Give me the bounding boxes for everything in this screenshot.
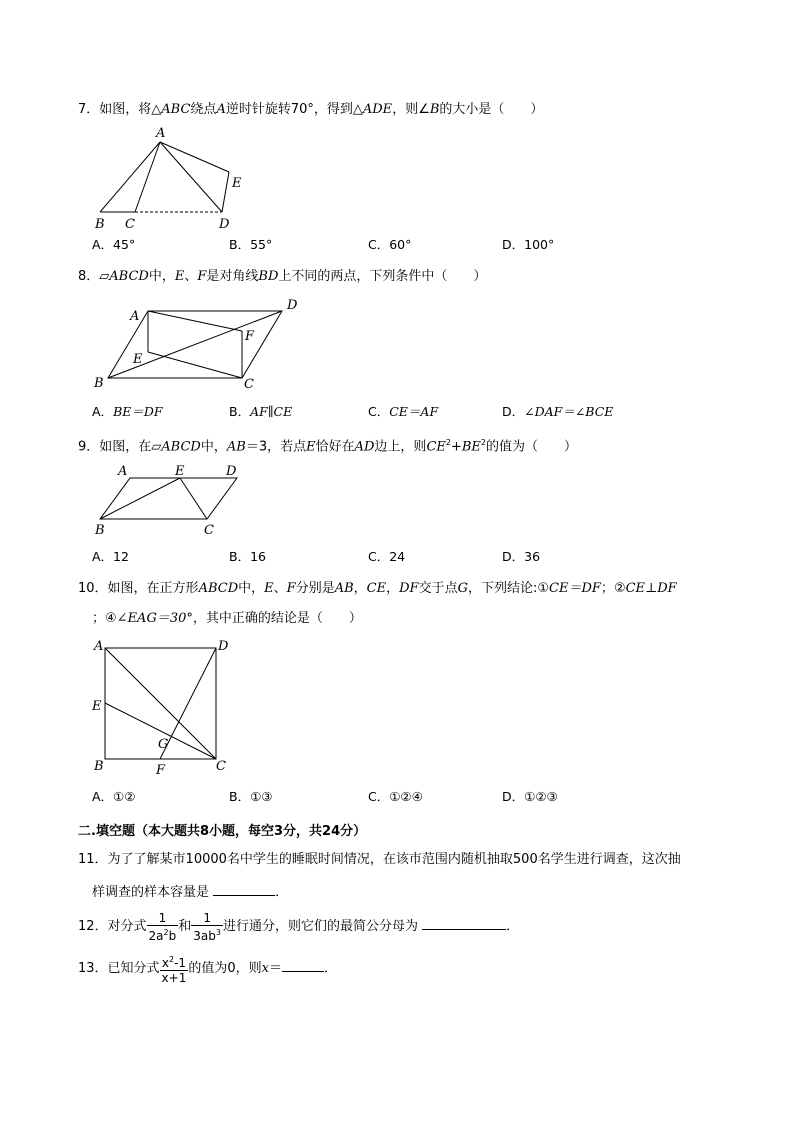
q8-label-a: A — [130, 309, 140, 324]
q10-label-d: D — [218, 639, 229, 654]
q7-option-b: B．55° — [229, 237, 273, 252]
q10-option-d: D．①②③ — [502, 789, 558, 804]
q12-line: 12．对分式 $\frac{1}{2a^2b}$ 和 $\frac{1}{3ab^3}$ 进行通分，则它们的最简公分母为 ． — [78, 910, 520, 943]
q10-label-g: G — [158, 737, 169, 752]
q7-label-a: A — [156, 126, 166, 141]
q10-label-a: A — [94, 639, 104, 654]
q9-option-b: B．16 — [229, 549, 266, 564]
q8-stem: 8．▱ABCD中，E、F是对角线BD上不同的两点，下列条件中（ ） — [78, 269, 487, 284]
q9-option-d: D．36 — [502, 549, 541, 564]
q8-option-b: B．AF∥CE — [229, 404, 293, 419]
q9-label-b: B — [95, 523, 105, 538]
q10-stem-line2: ；④∠EAG＝30°，其中正确的结论是（ ） — [92, 611, 362, 626]
q7-option-d: D．100° — [502, 237, 555, 252]
section-heading-fill-in: 二.填空题（本大题共8小题，每空3分，共24分） — [78, 824, 367, 839]
q9-label-c: C — [204, 523, 214, 538]
q10-option-c: C．①②④ — [368, 789, 423, 804]
q8-option-c: C．CE＝AF — [368, 404, 439, 419]
q11-line2: 样调查的样本容量是 ． — [92, 885, 289, 900]
q7-stem: 7．如图，将△ABC绕点A逆时针旋转70°，得到△ADE，则∠B的大小是（ ） — [78, 102, 544, 117]
q10-stem-line1: 10．如图，在正方形ABCD中，E、F分别是AB，CE，DF交于点G，下列结论:①CE＝DF；②CE⊥DF — [78, 581, 677, 596]
q7-label-c: C — [125, 217, 135, 232]
q9-option-c: C．24 — [368, 549, 406, 564]
q8-label-f: F — [245, 329, 255, 344]
q10-label-e: E — [92, 699, 102, 714]
q7-label-b: B — [95, 217, 105, 232]
q8-label-e: E — [133, 352, 143, 367]
q7-option-c: C．60° — [368, 237, 412, 252]
q8-label-b: B — [94, 376, 104, 391]
q8-label-c: C — [244, 377, 254, 392]
q7-label-e: E — [232, 176, 242, 191]
q9-label-e: E — [175, 464, 185, 479]
q12-answer-blank[interactable] — [422, 917, 506, 930]
q10-label-b: B — [94, 759, 104, 774]
q13-line: 13．已知分式 $\frac{x^2-1}{x+1}$ 的值为0，则x＝ ． — [78, 954, 337, 985]
q9-stem: 9．如图，在▱ABCD中，AB＝3，若点E恰好在AD边上，则$CE^2+BE^2$的值为（ ） — [78, 438, 578, 455]
q9-label-d: D — [226, 464, 237, 479]
q10-option-b: B．①③ — [229, 789, 273, 804]
q10-label-c: C — [216, 759, 226, 774]
q10-label-f: F — [156, 763, 166, 778]
q11-answer-blank[interactable] — [213, 883, 275, 896]
q10-option-a: A．①② — [92, 789, 136, 804]
q11-line1: 11．为了了解某市10000名中学生的睡眠时间情况，在该市范围内随机抽取500名学生进行调查，这次抽 — [78, 852, 681, 867]
q12-fraction-2: $\frac{1}{3ab^3}$ — [193, 910, 221, 943]
q13-answer-blank[interactable] — [282, 959, 324, 972]
q8-label-d: D — [287, 298, 298, 313]
q8-option-a: A．BE＝DF — [92, 404, 163, 419]
q12-fraction-1: $\frac{1}{2a^2b}$ — [148, 910, 177, 943]
q7-label-d: D — [219, 217, 230, 232]
q13-fraction: $\frac{x^2-1}{x+1}$ — [161, 954, 187, 985]
q7-option-a: A．45° — [92, 237, 136, 252]
q8-option-d: D．∠DAF＝∠BCE — [502, 404, 614, 419]
q9-label-a: A — [118, 464, 128, 479]
q9-option-a: A．12 — [92, 549, 129, 564]
